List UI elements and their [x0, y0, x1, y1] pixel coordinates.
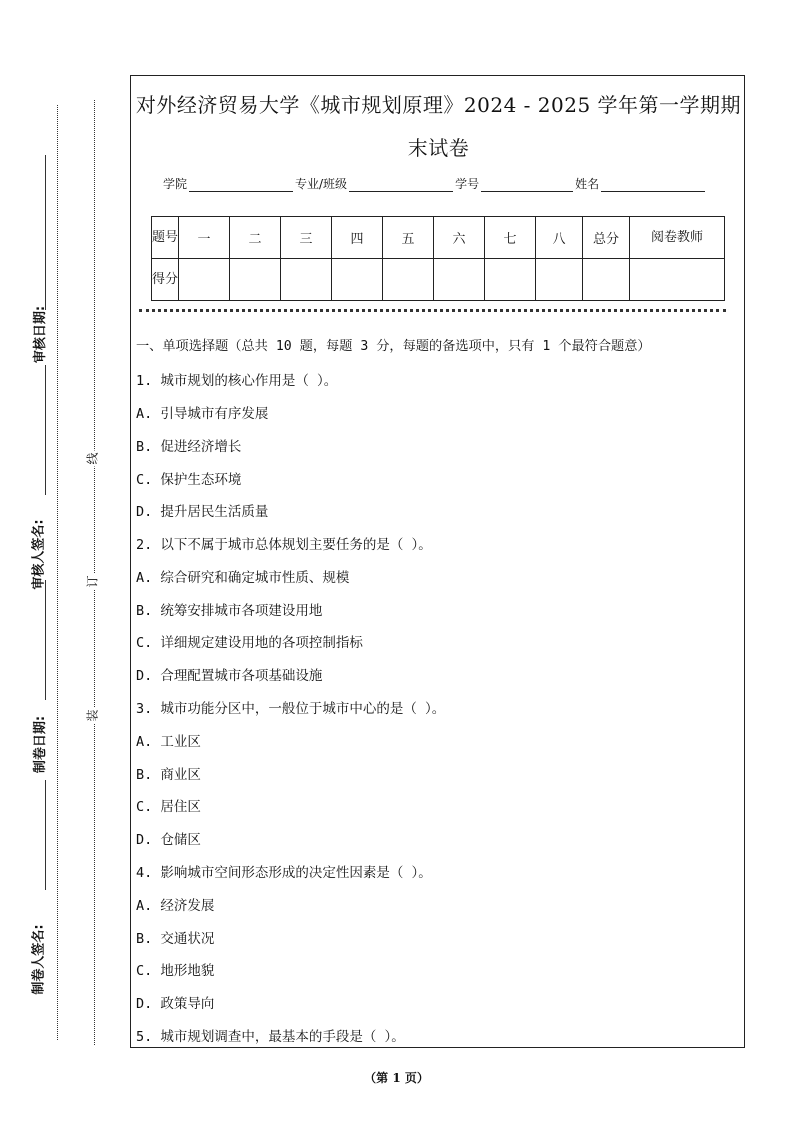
col-grader: 阅卷教师: [630, 217, 725, 259]
score-cell-8[interactable]: [536, 259, 583, 301]
q4-option-d[interactable]: D. 政策导向: [136, 996, 215, 1012]
col-5: 五: [383, 217, 434, 259]
exam-frame: [130, 75, 745, 1048]
student-info-line: [163, 175, 707, 192]
reviewer-sign-line: [45, 365, 46, 495]
col-4: 四: [332, 217, 383, 259]
maker-date-label: 制卷日期:: [33, 715, 49, 774]
col-total: 总分: [583, 217, 630, 259]
field-label-id: 学号: [455, 177, 480, 191]
q1-option-b[interactable]: B. 促进经济增长: [136, 439, 242, 455]
col-8: 八: [536, 217, 583, 259]
section1-heading: 一、单项选择题（总共 10 题，每题 3 分，每题的备选项中，只有 1 个最符合题意）: [136, 339, 651, 354]
col-6: 六: [434, 217, 485, 259]
field-label-college: 学院: [163, 177, 188, 191]
cut-word-pack: 装: [85, 709, 100, 722]
score-table: [151, 216, 725, 301]
q2-option-b[interactable]: B. 统筹安排城市各项建设用地: [136, 603, 323, 619]
score-cell-1[interactable]: [179, 259, 230, 301]
q5-stem: 5. 城市规划调查中，最基本的手段是（ ）。: [136, 1029, 405, 1045]
score-cell-4[interactable]: [332, 259, 383, 301]
score-cell-3[interactable]: [281, 259, 332, 301]
maker-sign-line: [45, 780, 46, 890]
q2-stem: 2. 以下不属于城市总体规划主要任务的是（ ）。: [136, 537, 432, 553]
q3-option-c[interactable]: C. 居住区: [136, 799, 201, 815]
exam-title-line2: 末试卷: [407, 136, 470, 160]
dotted-separator: [139, 309, 726, 312]
q3-option-b[interactable]: B. 商业区: [136, 767, 201, 783]
cut-word-line: 线: [85, 452, 100, 465]
q3-option-d[interactable]: D. 仓储区: [136, 832, 201, 848]
q2-option-c[interactable]: C. 详细规定建设用地的各项控制指标: [136, 635, 363, 651]
q4-option-b[interactable]: B. 交通状况: [136, 931, 215, 947]
q4-stem: 4. 影响城市空间形态形成的决定性因素是（ ）。: [136, 865, 432, 881]
reviewer-sign-label: 审核人签名:: [31, 519, 47, 590]
maker-date-line: [45, 580, 46, 700]
row-label-score: 得分: [152, 259, 179, 301]
q1-stem: 1. 城市规划的核心作用是（ ）。: [136, 373, 338, 389]
name-blank[interactable]: [601, 179, 705, 192]
q4-option-c[interactable]: C. 地形地貌: [136, 963, 215, 979]
maker-sign-label: 制卷人签名:: [31, 924, 47, 995]
exam-title-line1: 对外经济贸易大学《城市规划原理》2024 - 2025 学年第一学期期: [135, 93, 742, 117]
student-id-blank[interactable]: [481, 179, 573, 192]
q1-option-c[interactable]: C. 保护生态环境: [136, 472, 242, 488]
q4-option-a[interactable]: A. 经济发展: [136, 898, 215, 914]
score-cell-total[interactable]: [583, 259, 630, 301]
q3-option-a[interactable]: A. 工业区: [136, 734, 201, 750]
row-label-question-number: 题号: [152, 217, 179, 259]
col-7: 七: [485, 217, 536, 259]
score-cell-5[interactable]: [383, 259, 434, 301]
col-1: 一: [179, 217, 230, 259]
q2-option-d[interactable]: D. 合理配置城市各项基础设施: [136, 668, 323, 684]
reviewer-date-label: 审核日期:: [33, 305, 49, 364]
q1-option-a[interactable]: A. 引导城市有序发展: [136, 406, 269, 422]
score-table-header-row: [152, 217, 725, 259]
outer-dotted-line: [57, 105, 58, 1040]
score-table-score-row: [152, 259, 725, 301]
score-cell-2[interactable]: [230, 259, 281, 301]
col-2: 二: [230, 217, 281, 259]
field-label-major: 专业/班级: [295, 177, 348, 191]
score-cell-grader[interactable]: [630, 259, 725, 301]
col-3: 三: [281, 217, 332, 259]
score-cell-7[interactable]: [485, 259, 536, 301]
reviewer-date-line: [45, 155, 46, 310]
q3-stem: 3. 城市功能分区中，一般位于城市中心的是（ ）。: [136, 701, 446, 717]
score-cell-6[interactable]: [434, 259, 485, 301]
cut-word-bind: 订: [85, 575, 100, 588]
q2-option-a[interactable]: A. 综合研究和确定城市性质、规模: [136, 570, 350, 586]
major-blank[interactable]: [349, 179, 453, 192]
page-number: （第 1 页）: [364, 1071, 429, 1085]
field-label-name: 姓名: [575, 177, 600, 191]
q1-option-d[interactable]: D. 提升居民生活质量: [136, 504, 269, 520]
college-blank[interactable]: [189, 179, 293, 192]
